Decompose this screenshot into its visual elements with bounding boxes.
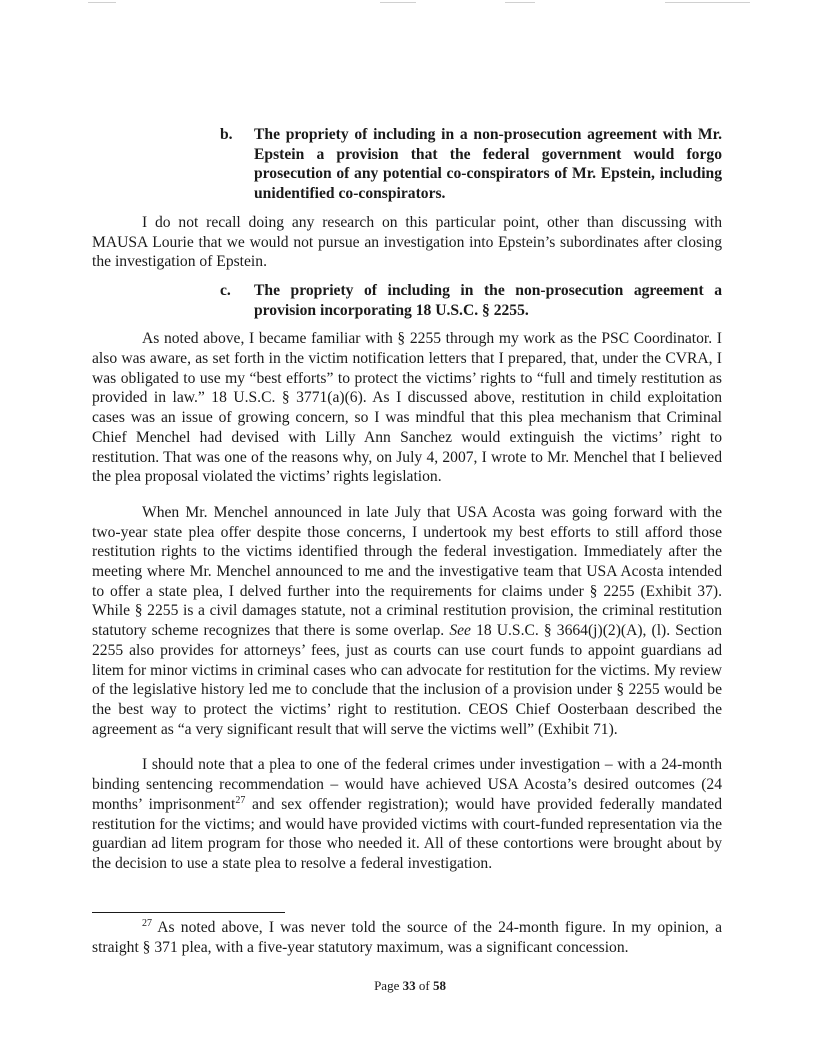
section-heading-c <box>220 281 722 320</box>
scan-artifact-line <box>505 2 535 3</box>
section-title: The propriety of including in a non-prosecution agreement with Mr. Epstein a provision that the federal government would forgo prosecution of any potential co-conspirators of Mr. Epstein, including unidentified co-conspirators. <box>254 126 722 203</box>
footnote-27 <box>92 918 722 957</box>
footnote-text: As noted above, I was never told the source of the 24-month figure. In my opinion, a straight § 371 plea, with a five-year statutory maximum, was a significant concession. <box>92 919 722 956</box>
section-title: The propriety of including in the non-prosecution agreement a provision incorporating 18 U.S.C. § 2255. <box>254 281 722 319</box>
paragraph-text: When Mr. Menchel announced in late July that USA Acosta was going forward with the two-year state plea offer despite those concerns, I undertook my best efforts to still afford those restitution rights to the victims identified through the federal investigation. Immediately after the meeting where Mr. Menchel announced to me and the investigative team that USA Acosta intended to offer a state plea, I delved further into the requirements for claims under § 2255 (Exhibit 37). While § 2255 is a civil damages statute, not a criminal restitution provision, the criminal restitution statutory scheme recognizes that there is some overlap. <box>92 503 722 640</box>
paragraph-text: and sex offender registration); would have provided federally mandated restitution for the victims; and would have provided victims with court-funded representation via the guardian ad litem program for those who needed it. All of these contortions were brought about by the decision to use a state plea to resolve a federal investigation. <box>92 795 723 872</box>
paragraph-text: I should note that a plea to one of the federal crimes under investigation – with a 24-month binding sentencing recommendation – would have achieved USA Acosta’s desired outcomes (24 months’ imprisonment <box>92 756 722 813</box>
document-body <box>92 125 722 874</box>
scan-artifact-line <box>380 2 416 3</box>
paragraph-c3 <box>92 755 722 873</box>
footnote-divider <box>92 912 285 913</box>
page-current: 33 <box>402 978 416 993</box>
page-of: of <box>418 978 430 993</box>
paragraph-c2 <box>92 503 722 739</box>
section-letter: b. <box>220 126 233 143</box>
footnote-number: 27 <box>142 917 152 929</box>
scan-artifact-line <box>88 2 116 3</box>
page-prefix: Page <box>374 978 400 993</box>
citation-signal: See <box>449 622 471 640</box>
paragraph-text: 18 U.S.C. § 3664(j)(2)(A), (l). Section 2255 also provides for attorneys’ fees, just as courts can use court funds to appoint guardians ad litem for minor victims in criminal cases who can advocate for restitution for the victims. My review of the legislative history led me to conclude that the inclusion of a provision under § 2255 would be the best way to protect the victims’ right to restitution. CEOS Chief Oosterbaan described the agreement as “a very significant result that will serve the victims well” (Exhibit 71). <box>92 622 723 738</box>
section-letter: c. <box>220 281 231 299</box>
section-heading-b <box>220 125 722 204</box>
page-number <box>0 978 820 994</box>
footnote-reference[interactable]: 27 <box>235 794 246 806</box>
page-total: 58 <box>432 978 446 993</box>
paragraph-b: I do not recall doing any research on this particular point, other than discussing with MAUSA Lourie that we would not pursue an investigation into Epstein’s subordinates after closing the investigation of Epstein. <box>92 213 722 271</box>
scan-artifact-line <box>665 2 750 3</box>
paragraph-c1: As noted above, I became familiar with § 2255 through my work as the PSC Coordinator. I also was aware, as set forth in the victim notification letters that I prepared, that, under the CVRA, I was obligated to use my “best efforts” to protect the victims’ rights to “full and timely restitution as provided in law.” 18 U.S.C. § 3771(a)(6). As I discussed above, restitution in child exploitation cases was an issue of growing concern, so I was mindful that this plea mechanism that Criminal Chief Menchel had devised with Lilly Ann Sanchez would extinguish the victims’ right to restitution. That was one of the reasons why, on July 4, 2007, I wrote to Mr. Menchel that I believed the plea proposal violated the victims’ rights legislation. <box>92 330 722 486</box>
